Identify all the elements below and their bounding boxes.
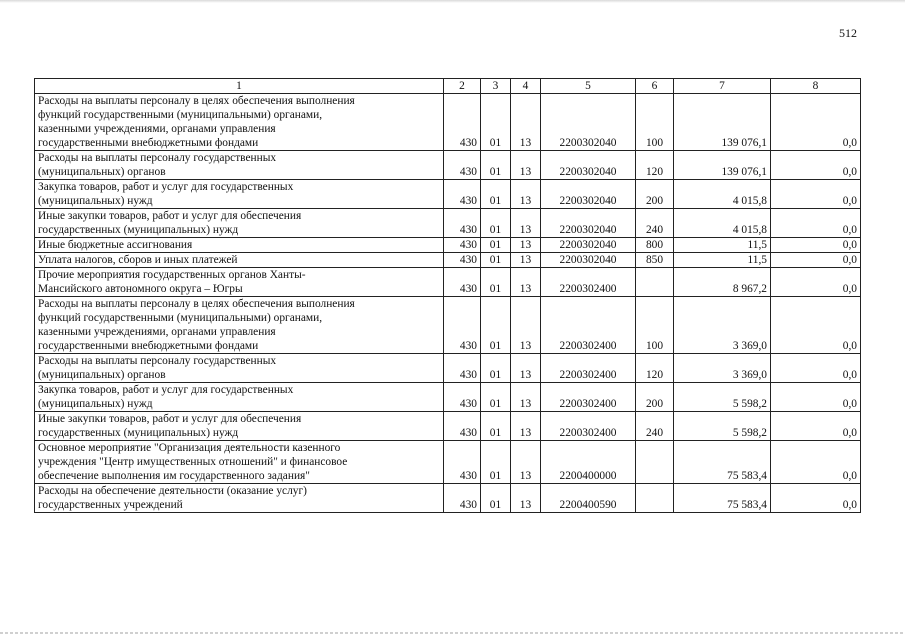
- row-description: [35, 180, 444, 209]
- amount-secondary-cell: 0,0: [771, 441, 861, 484]
- section-code-cell: 01: [481, 209, 511, 238]
- subsection-code-cell: 13: [511, 253, 541, 268]
- subsection-code-cell: 13: [511, 484, 541, 513]
- budget-code-cell: 430: [444, 180, 481, 209]
- row-description: [35, 209, 444, 238]
- table-row: [35, 151, 861, 180]
- expense-type-code-cell: 120: [636, 354, 674, 383]
- amount-cell: 8 967,2: [674, 268, 771, 297]
- description-line: функций государственными (муниципальными) органами,: [38, 312, 323, 324]
- subsection-code-cell: 13: [511, 354, 541, 383]
- budget-code-cell: 430: [444, 253, 481, 268]
- description-line: обеспечение выполнения им государственного задания": [38, 470, 310, 482]
- expense-type-code-cell: [636, 441, 674, 484]
- description-line: Основное мероприятие "Организация деятельности казенного: [38, 442, 341, 454]
- target-article-code-cell: 2200302400: [541, 383, 636, 412]
- description-line: казенными учреждениями, органами управления: [38, 123, 276, 135]
- section-code-cell: 01: [481, 484, 511, 513]
- budget-code-cell: 430: [444, 151, 481, 180]
- row-description: [35, 412, 444, 441]
- table-row: [35, 180, 861, 209]
- amount-cell: 4 015,8: [674, 209, 771, 238]
- table-body: [35, 94, 861, 513]
- description-line: Расходы на выплаты персоналу в целях обеспечения выполнения: [38, 298, 355, 310]
- table-row: [35, 354, 861, 383]
- amount-cell: 4 015,8: [674, 180, 771, 209]
- row-description: [35, 253, 444, 268]
- page-number: 512: [839, 26, 857, 40]
- target-article-code-cell: 2200302040: [541, 238, 636, 253]
- expense-type-code-cell: 200: [636, 383, 674, 412]
- section-code-cell: 01: [481, 354, 511, 383]
- column-header: 5: [541, 79, 636, 94]
- description-line: Уплата налогов, сборов и иных платежей: [38, 254, 238, 266]
- subsection-code-cell: 13: [511, 412, 541, 441]
- section-code-cell: 01: [481, 238, 511, 253]
- amount-cell: 5 598,2: [674, 412, 771, 441]
- target-article-code-cell: 2200302400: [541, 354, 636, 383]
- expense-type-code-cell: 100: [636, 297, 674, 354]
- amount-cell: 5 598,2: [674, 383, 771, 412]
- column-header: 6: [636, 79, 674, 94]
- section-code-cell: 01: [481, 180, 511, 209]
- subsection-code-cell: 13: [511, 268, 541, 297]
- amount-secondary-cell: 0,0: [771, 94, 861, 151]
- row-description: [35, 484, 444, 513]
- target-article-code-cell: 2200302040: [541, 94, 636, 151]
- expense-type-code-cell: 120: [636, 151, 674, 180]
- budget-code-cell: 430: [444, 441, 481, 484]
- amount-secondary-cell: 0,0: [771, 151, 861, 180]
- amount-secondary-cell: 0,0: [771, 180, 861, 209]
- budget-code-cell: 430: [444, 354, 481, 383]
- column-header: 7: [674, 79, 771, 94]
- table-row: [35, 412, 861, 441]
- table-row: [35, 441, 861, 484]
- budget-code-cell: 430: [444, 484, 481, 513]
- subsection-code-cell: 13: [511, 151, 541, 180]
- expense-type-code-cell: [636, 268, 674, 297]
- description-line: (муниципальных) органов: [38, 369, 166, 381]
- subsection-code-cell: 13: [511, 441, 541, 484]
- subsection-code-cell: 13: [511, 383, 541, 412]
- subsection-code-cell: 13: [511, 209, 541, 238]
- amount-cell: 139 076,1: [674, 94, 771, 151]
- target-article-code-cell: 2200302400: [541, 297, 636, 354]
- table-row: [35, 209, 861, 238]
- target-article-code-cell: 2200302040: [541, 209, 636, 238]
- target-article-code-cell: 2200302040: [541, 151, 636, 180]
- amount-cell: 11,5: [674, 253, 771, 268]
- table-row: [35, 253, 861, 268]
- target-article-code-cell: 2200302040: [541, 180, 636, 209]
- subsection-code-cell: 13: [511, 180, 541, 209]
- amount-secondary-cell: 0,0: [771, 354, 861, 383]
- description-line: Закупка товаров, работ и услуг для государственных: [38, 384, 294, 396]
- column-header: 8: [771, 79, 861, 94]
- column-header: 2: [444, 79, 481, 94]
- budget-table: [34, 78, 861, 513]
- description-line: государственных учреждений: [38, 499, 183, 511]
- description-line: государственными внебюджетными фондами: [38, 137, 259, 149]
- expense-type-code-cell: 850: [636, 253, 674, 268]
- section-code-cell: 01: [481, 268, 511, 297]
- target-article-code-cell: 2200400000: [541, 441, 636, 484]
- description-line: (муниципальных) нужд: [38, 398, 153, 410]
- expense-type-code-cell: 100: [636, 94, 674, 151]
- target-article-code-cell: 2200400590: [541, 484, 636, 513]
- column-header: 1: [35, 79, 444, 94]
- description-line: государственных (муниципальных) нужд: [38, 224, 239, 236]
- amount-cell: 3 369,0: [674, 297, 771, 354]
- scan-edge-top: [0, 0, 905, 3]
- description-line: Мансийского автономного округа – Югры: [38, 283, 243, 295]
- budget-code-cell: 430: [444, 297, 481, 354]
- amount-secondary-cell: 0,0: [771, 253, 861, 268]
- scan-edge-bottom: [0, 632, 905, 634]
- amount-cell: 3 369,0: [674, 354, 771, 383]
- description-line: Иные закупки товаров, работ и услуг для обеспечения: [38, 210, 302, 222]
- expense-type-code-cell: 240: [636, 209, 674, 238]
- amount-secondary-cell: 0,0: [771, 412, 861, 441]
- description-line: учреждения "Центр имущественных отношений" и финансовое: [38, 456, 348, 468]
- table-row: [35, 238, 861, 253]
- row-description: [35, 268, 444, 297]
- description-line: Расходы на выплаты персоналу в целях обеспечения выполнения: [38, 95, 355, 107]
- subsection-code-cell: 13: [511, 297, 541, 354]
- table-row: [35, 268, 861, 297]
- amount-cell: 75 583,4: [674, 484, 771, 513]
- row-description: [35, 441, 444, 484]
- amount-secondary-cell: 0,0: [771, 297, 861, 354]
- target-article-code-cell: 2200302040: [541, 253, 636, 268]
- budget-code-cell: 430: [444, 238, 481, 253]
- section-code-cell: 01: [481, 297, 511, 354]
- description-line: Иные закупки товаров, работ и услуг для обеспечения: [38, 413, 302, 425]
- section-code-cell: 01: [481, 441, 511, 484]
- table-header-row: [35, 79, 861, 94]
- row-description: [35, 383, 444, 412]
- amount-cell: 139 076,1: [674, 151, 771, 180]
- row-description: [35, 151, 444, 180]
- section-code-cell: 01: [481, 412, 511, 441]
- section-code-cell: 01: [481, 253, 511, 268]
- row-description: [35, 238, 444, 253]
- expense-type-code-cell: 200: [636, 180, 674, 209]
- amount-secondary-cell: 0,0: [771, 238, 861, 253]
- amount-secondary-cell: 0,0: [771, 268, 861, 297]
- description-line: Прочие мероприятия государственных органов Ханты-: [38, 269, 306, 281]
- description-line: государственных (муниципальных) нужд: [38, 427, 239, 439]
- description-line: Расходы на выплаты персоналу государственных: [38, 355, 277, 367]
- amount-cell: 11,5: [674, 238, 771, 253]
- amount-secondary-cell: 0,0: [771, 383, 861, 412]
- description-line: Расходы на обеспечение деятельности (оказание услуг): [38, 485, 307, 497]
- amount-cell: 75 583,4: [674, 441, 771, 484]
- budget-code-cell: 430: [444, 209, 481, 238]
- row-description: [35, 354, 444, 383]
- amount-secondary-cell: 0,0: [771, 209, 861, 238]
- row-description: [35, 94, 444, 151]
- column-header: 4: [511, 79, 541, 94]
- description-line: функций государственными (муниципальными) органами,: [38, 109, 323, 121]
- section-code-cell: 01: [481, 94, 511, 151]
- table-row: [35, 484, 861, 513]
- budget-code-cell: 430: [444, 268, 481, 297]
- description-line: (муниципальных) органов: [38, 166, 166, 178]
- table-row: [35, 297, 861, 354]
- table-row: [35, 383, 861, 412]
- section-code-cell: 01: [481, 151, 511, 180]
- description-line: государственными внебюджетными фондами: [38, 340, 259, 352]
- row-description: [35, 297, 444, 354]
- description-line: Закупка товаров, работ и услуг для государственных: [38, 181, 294, 193]
- budget-code-cell: 430: [444, 383, 481, 412]
- budget-code-cell: 430: [444, 94, 481, 151]
- description-line: казенными учреждениями, органами управления: [38, 326, 276, 338]
- section-code-cell: 01: [481, 383, 511, 412]
- table-row: [35, 94, 861, 151]
- target-article-code-cell: 2200302400: [541, 412, 636, 441]
- amount-secondary-cell: 0,0: [771, 484, 861, 513]
- expense-type-code-cell: 800: [636, 238, 674, 253]
- subsection-code-cell: 13: [511, 238, 541, 253]
- description-line: (муниципальных) нужд: [38, 195, 153, 207]
- column-header: 3: [481, 79, 511, 94]
- budget-code-cell: 430: [444, 412, 481, 441]
- expense-type-code-cell: 240: [636, 412, 674, 441]
- expense-type-code-cell: [636, 484, 674, 513]
- description-line: Расходы на выплаты персоналу государственных: [38, 152, 277, 164]
- target-article-code-cell: 2200302400: [541, 268, 636, 297]
- subsection-code-cell: 13: [511, 94, 541, 151]
- description-line: Иные бюджетные ассигнования: [38, 239, 193, 251]
